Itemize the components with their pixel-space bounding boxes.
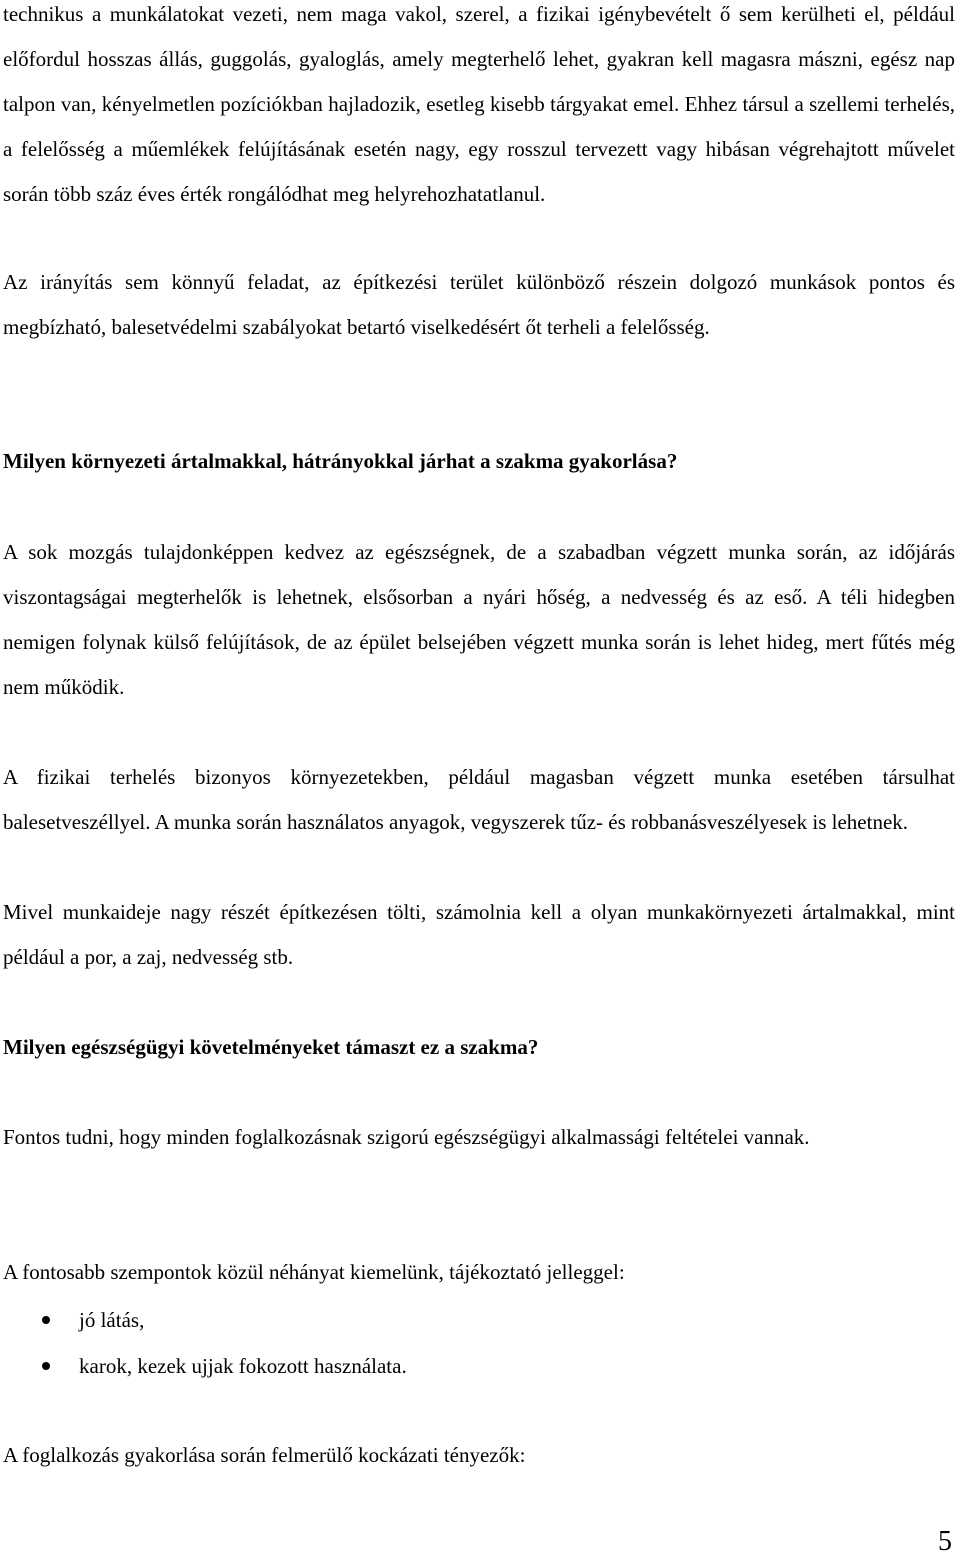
heading-environmental-hazards: Milyen környezeti ártalmakkal, hátrányokkal járhat a szakma gyakorlása? <box>3 449 678 473</box>
bullet-icon <box>42 1316 50 1324</box>
paragraph-site-hazards: Mivel munkaideje nagy részét építkezésen tölti, számolnia kell a olyan munkakörnyezeti ártalmakkal, mint például a por, a zaj, nedvesség stb. <box>3 900 955 969</box>
heading-health-requirements: Milyen egészségügyi követelményeket támaszt ez a szakma? <box>3 1035 539 1059</box>
paragraph-risk-factors: A foglalkozás gyakorlása során felmerülő kockázati tényezők: <box>3 1443 526 1467</box>
paragraph-key-aspects: A fontosabb szempontok közül néhányat kiemelünk, tájékoztató jelleggel: <box>3 1260 625 1284</box>
page-number: 5 <box>938 1526 952 1557</box>
requirements-list <box>3 1297 955 1389</box>
paragraph-fitness-conditions: Fontos tudni, hogy minden foglalkozásnak szigorú egészségügyi alkalmassági feltételei vannak. <box>3 1125 810 1149</box>
list-item <box>3 1297 955 1343</box>
paragraph-management-responsibility: Az irányítás sem könnyű feladat, az építkezési terület különböző részein dolgozó munkások pontos és megbízható, balesetvédelmi szabályokat betartó viselkedésért őt terheli a felelősség. <box>3 270 955 339</box>
list-item <box>3 1343 955 1389</box>
bullet-icon <box>42 1362 50 1370</box>
list-item-text: jó látás, <box>79 1308 145 1332</box>
paragraph-accident-risk: A fizikai terhelés bizonyos környezetekben, például magasban végzett munka esetében társulhat balesetveszéllyel. A munka során használatos anyagok, vegyszerek tűz- és robbanásveszélyesek is lehetnek. <box>3 765 955 834</box>
list-item-text: karok, kezek ujjak fokozott használata. <box>79 1354 407 1378</box>
paragraph-weather-conditions: A sok mozgás tulajdonképpen kedvez az egészségnek, de a szabadban végzett munka során, az időjárás viszontagságai megterhelők is lehetnek, elsősorban a nyári hőség, a nedvesség és az eső. A téli hidegben nemigen folynak külső felújítások, de az épület belsejében végzett munka során is lehet hideg, mert fűtés még nem működik. <box>3 540 955 699</box>
paragraph-work-strain: technikus a munkálatokat vezeti, nem maga vakol, szerel, a fizikai igénybevételt ő sem kerülheti el, például előfordul hosszas állás, guggolás, gyaloglás, amely megterhelő lehet, gyakran kell magasra mászni, egész nap talpon van, kényelmetlen pozíciókban hajladozik, esetleg kisebb tárgyakat emel. Ehhez társul a szellemi terhelés, a felelősség a műemlékek felújításának esetén nagy, egy rosszul tervezett vagy hibásan végrehajtott művelet során több száz éves érték rongálódhat meg helyrehozhatatlanul. <box>3 2 955 206</box>
